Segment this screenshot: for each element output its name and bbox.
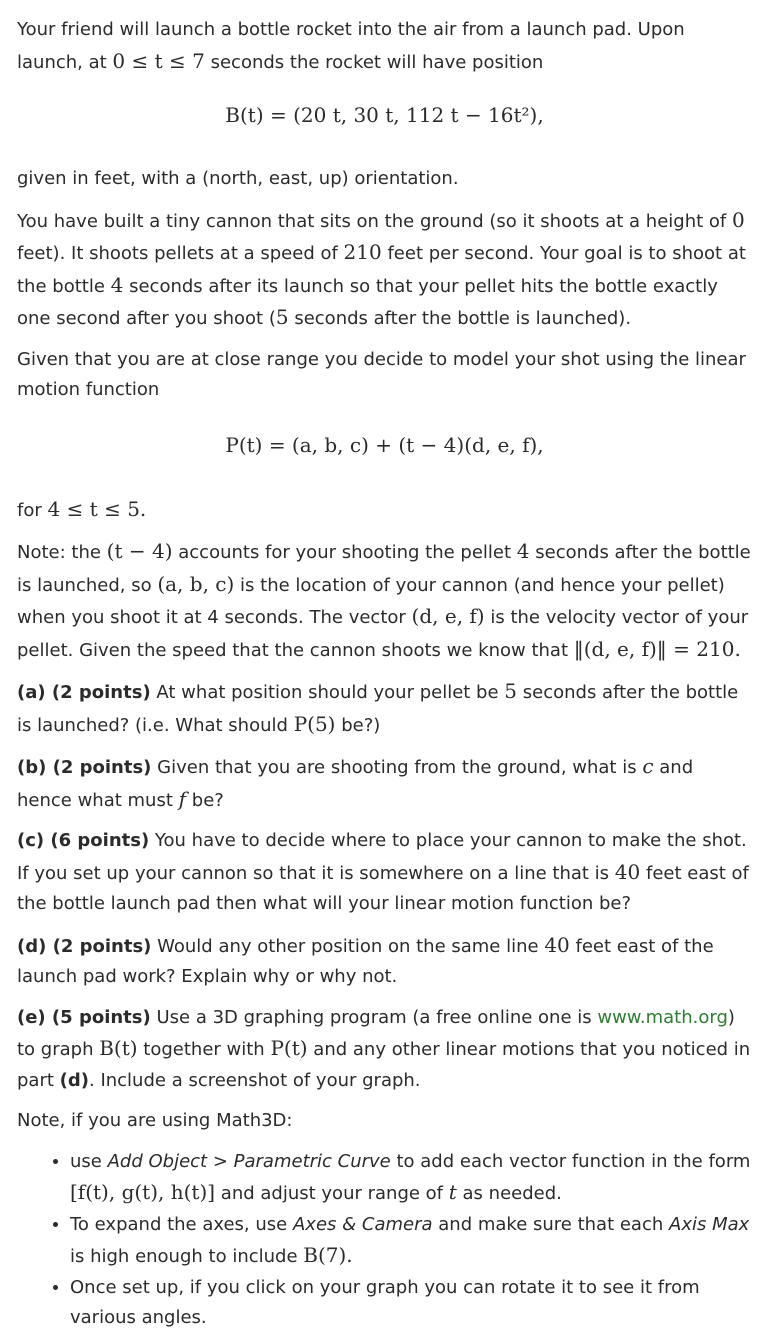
part-e-text-1: Use a 3D graphing program (a free online one is — [156, 1006, 592, 1028]
intro-paragraph — [17, 15, 752, 78]
five-value: 5 — [275, 305, 289, 329]
height-value: 0 — [731, 207, 745, 232]
b-of-seven: B(7). — [303, 1243, 353, 1267]
part-e — [17, 1003, 752, 1097]
four-value: 4 — [110, 272, 124, 297]
part-d-text-2: feet east of the launch pad work? Explain why or why not. — [17, 935, 714, 987]
part-e-title: (e) (5 points) — [17, 1006, 151, 1028]
axis-max-setting: Axis Max — [669, 1213, 750, 1235]
abc-vector: (a, b, c) — [157, 571, 235, 596]
part-c-text-2: feet east of the bottle launch pad then what will your linear motion function be? — [17, 862, 749, 914]
math3d-note: Note, if you are using Math3D: — [17, 1110, 293, 1131]
part-a-title: (a) (2 points) — [17, 682, 151, 703]
axes-camera-menu: Axes & Camera — [292, 1213, 433, 1235]
orientation-paragraph: given in feet, with a (north, east, up) orientation. — [17, 168, 459, 189]
p-of-t: P(t) — [270, 1036, 308, 1060]
part-e-text-2: ) to graph — [17, 1006, 735, 1060]
b1-text-4: as needed. — [462, 1183, 562, 1204]
t-minus-four: (t − 4) — [106, 539, 173, 563]
note-text-3: seconds after the bottle is launched, so — [17, 542, 751, 596]
part-d-title: (d) (2 points) — [17, 935, 152, 957]
part-c-title: (c) (6 points) — [17, 830, 150, 851]
pellet-time-range: 4 ≤ t ≤ 5. — [47, 496, 147, 521]
part-e-text-3: together with — [143, 1039, 265, 1060]
list-item — [70, 1147, 752, 1210]
b2-text-1: To expand the axes, use — [70, 1213, 288, 1235]
list-item — [70, 1210, 752, 1273]
b2-text-2: and make sure that each — [438, 1213, 664, 1235]
cannon-text-4: seconds after its launch so that your pellet hits the bottle exactly one second after you shoot ( — [17, 275, 718, 329]
range-paragraph — [17, 494, 752, 527]
part-c — [17, 826, 752, 920]
math-org-link[interactable]: www.math.org — [597, 1006, 728, 1028]
t-variable: t — [448, 1180, 457, 1204]
bottle-position-equation: B(t) = (20 t, 30 t, 112 t − 16t²), — [225, 103, 544, 127]
part-b-text-2: and hence what must — [17, 757, 694, 811]
cannon-text-3: feet per second. Your goal is to shoot at the bottle — [17, 243, 746, 297]
cannon-text-5: seconds after the bottle is launched). — [294, 308, 632, 329]
pellet-motion-equation: P(t) = (a, b, c) + (t − 4)(d, e, f), — [225, 432, 544, 457]
time-range: 0 ≤ t ≤ 7 — [112, 48, 205, 73]
part-d-forty: 40 — [544, 932, 570, 957]
problem-document — [17, 15, 752, 1334]
cannon-paragraph — [17, 205, 752, 335]
b1-text-2: to add each vector function in the form — [396, 1150, 751, 1172]
note-text-5: is the velocity vector of your pellet. Given the speed that the cannon shoots we know that — [17, 607, 749, 661]
b1-text-1: use — [70, 1150, 102, 1172]
part-b-text-3: be? — [191, 789, 224, 811]
velocity-norm: ‖(d, e, f)‖ = 210. — [573, 636, 741, 661]
part-e-text-4: and any other linear motions that you noticed in part — [17, 1039, 751, 1091]
part-a — [17, 676, 752, 741]
part-a-text-1: At what position should your pellet be — [156, 682, 499, 703]
part-b — [17, 751, 752, 816]
note-text-1: Note: the — [17, 542, 101, 563]
part-a-text-3: be?) — [341, 714, 381, 736]
range-text: for — [17, 499, 42, 521]
cannon-text-2: feet). It shoots pellets at a speed of — [17, 243, 338, 264]
f-variable: f — [178, 786, 187, 811]
b-of-t: B(t) — [99, 1036, 138, 1060]
part-e-text-5: . Include a screenshot of your graph. — [89, 1069, 421, 1091]
b1-text-3: and adjust your range of — [220, 1183, 444, 1204]
model-paragraph: Given that you are at close range you decide to model your shot using the linear motion function — [17, 348, 746, 400]
part-c-text-1: You have to decide where to place your cannon to make the shot. If you set up your cannon so that it is somewhere on a line that is — [17, 830, 747, 884]
add-object-menu-path: Add Object > Parametric Curve — [107, 1150, 391, 1172]
note-four: 4 — [516, 539, 530, 563]
part-b-title: (b) (2 points) — [17, 757, 152, 778]
intro-text-end: seconds the rocket will have position — [210, 51, 544, 73]
c-variable: c — [642, 754, 654, 778]
part-b-text-1: Given that you are shooting from the ground, what is — [157, 757, 637, 778]
note-text-2: accounts for your shooting the pellet — [178, 542, 512, 563]
part-d — [17, 930, 752, 993]
note-text-4: is the location of your cannon (and hence your pellet) when you shoot it at 4 seconds. The vector — [17, 574, 725, 628]
list-item: • Once set up, if you click on your graph you can rotate it to see it from various angles. — [70, 1273, 752, 1334]
part-a-text-2: seconds after the bottle is launched? (i.e. What should — [17, 682, 739, 736]
note-paragraph — [17, 536, 752, 666]
vector-function-form: [f(t), g(t), h(t)] — [70, 1180, 216, 1204]
part-d-text-1: Would any other position on the same line — [157, 935, 539, 957]
intro-text: Your friend will launch a bottle rocket into the air from a launch pad. Upon launch, at — [17, 19, 685, 73]
math3d-instructions — [17, 1147, 752, 1334]
p-of-five: P(5) — [293, 711, 336, 736]
part-a-five: 5 — [504, 679, 518, 703]
part-c-forty: 40 — [614, 859, 641, 884]
b2-text-3: is high enough to include — [70, 1246, 298, 1267]
speed-value: 210 — [343, 240, 382, 264]
def-vector: (d, e, f) — [411, 604, 485, 628]
part-d-reference: (d) — [59, 1069, 89, 1091]
cannon-text-1: You have built a tiny cannon that sits on the ground (so it shoots at a height of — [17, 210, 727, 232]
